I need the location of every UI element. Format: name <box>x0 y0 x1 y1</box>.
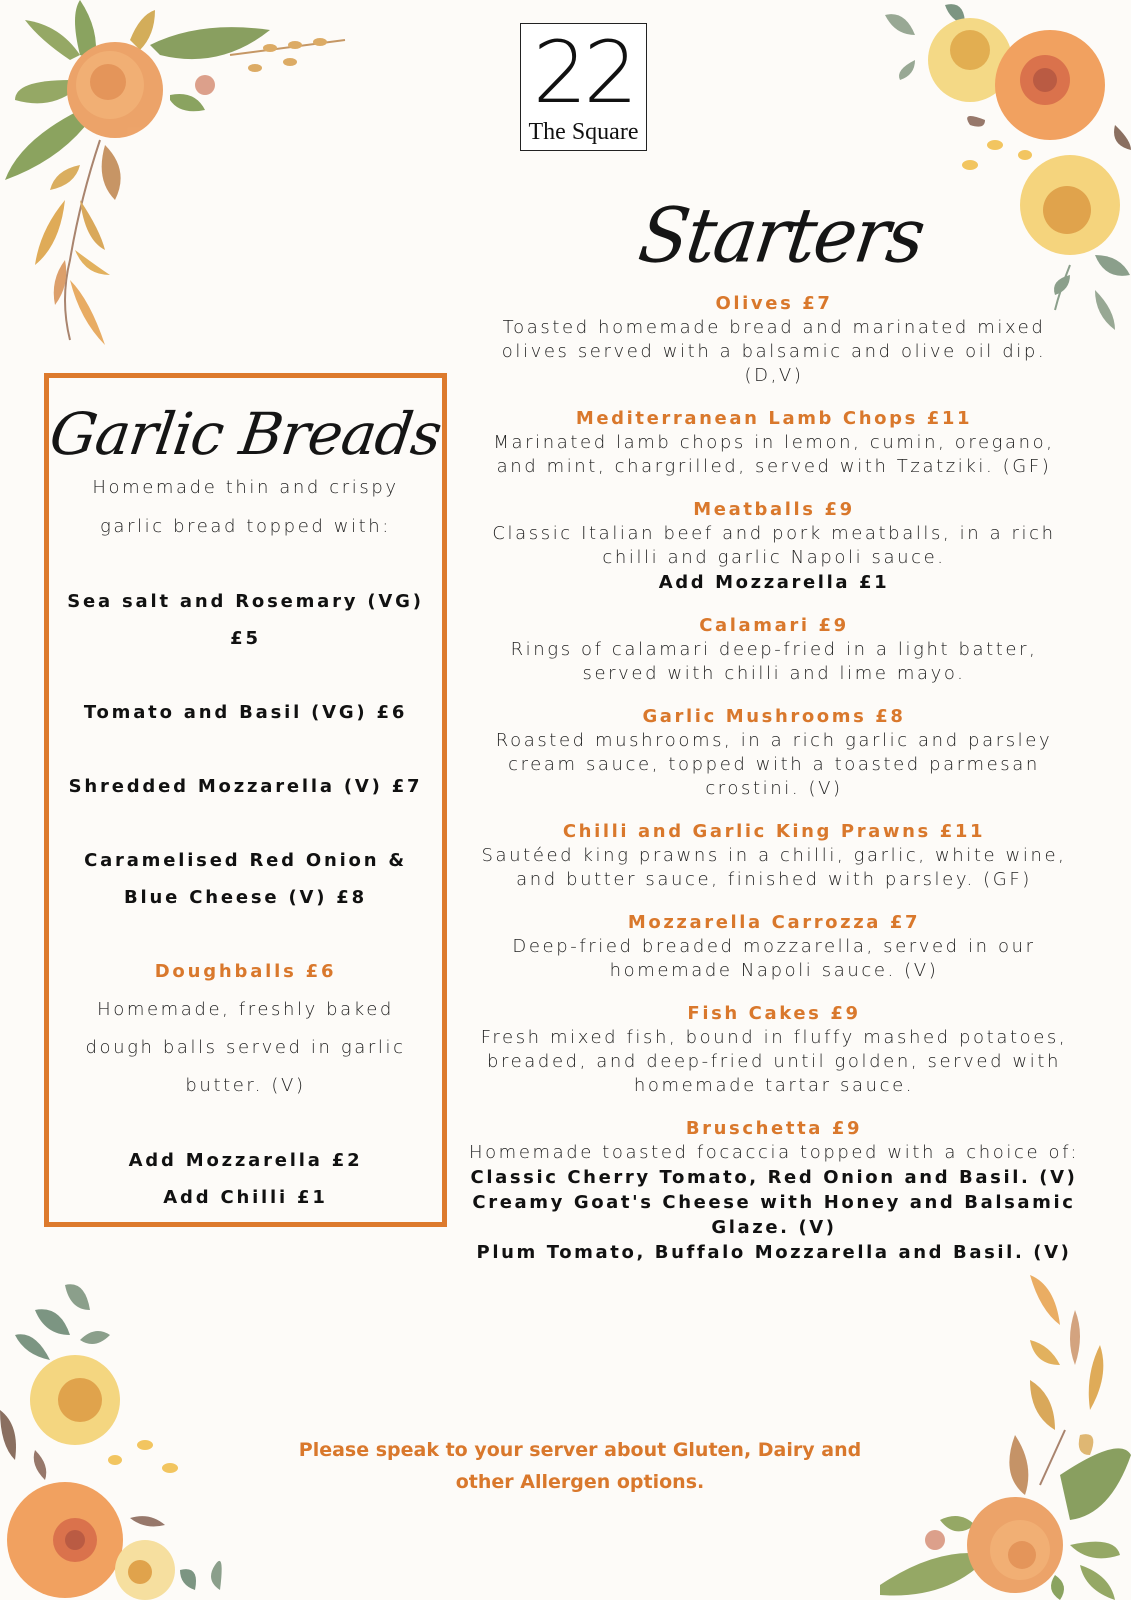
item-title: Garlic Mushrooms £8 <box>642 706 906 727</box>
allergen-notice <box>280 1434 880 1498</box>
item-description: Marinated lamb chops in lemon, cumin, oregano, and mint, chargrilled, served with Tzatziki. (GF) <box>493 432 1055 477</box>
item-title: Calamari £9 <box>699 615 849 636</box>
menu-item-mozzarella-carrozza <box>462 911 1086 983</box>
garlic-bread-option <box>49 842 442 916</box>
option-label: Blue Cheese (V) £8 <box>124 887 367 908</box>
allergen-line: other Allergen options. <box>455 1471 705 1493</box>
option-price: £5 <box>230 628 261 649</box>
doughballs-desc: dough balls served in garlic <box>85 1037 406 1058</box>
item-title: Meatballs £9 <box>693 499 855 520</box>
starters-heading: Starters <box>633 190 929 280</box>
floral-decoration-bottom-right <box>880 1255 1131 1600</box>
intro-line: garlic bread topped with: <box>100 516 391 537</box>
intro-line: Homemade thin and crispy <box>92 477 399 498</box>
menu-item-calamari <box>462 614 1086 686</box>
menu-item-bruschetta <box>462 1117 1086 1265</box>
garlic-bread-option: Tomato and Basil (VG) £6 <box>83 702 408 723</box>
item-title: Olives £7 <box>715 293 833 314</box>
floral-decoration-top-right <box>855 0 1131 340</box>
doughballs-desc: Homemade, freshly baked <box>97 999 394 1020</box>
garlic-bread-option: Shredded Mozzarella (V) £7 <box>68 776 423 797</box>
doughballs-desc: butter. (V) <box>185 1075 306 1096</box>
starters-list <box>462 292 1086 1284</box>
bruschetta-option: Creamy Goat's Cheese with Honey and Balsamic Glaze. (V) <box>472 1192 1076 1238</box>
item-title: Fish Cakes £9 <box>687 1003 861 1024</box>
spacer <box>49 805 442 842</box>
menu-item-lamb-chops <box>462 407 1086 479</box>
item-description: Rings of calamari deep-fried in a light batter, served with chilli and lime mayo. <box>510 639 1038 684</box>
floral-decoration-bottom-left <box>0 1250 260 1600</box>
spacer <box>49 731 442 768</box>
item-title: Bruschetta £9 <box>685 1118 863 1139</box>
garlic-breads-panel <box>44 373 447 1227</box>
spacer <box>49 546 442 583</box>
item-description: Sautéed king prawns in a chilli, garlic, white wine, and butter sauce, finished with parsley. (GF) <box>481 845 1067 890</box>
addon-mozzarella: Add Mozzarella £2 <box>128 1150 363 1171</box>
bruschetta-option: Classic Cherry Tomato, Red Onion and Basil. (V) <box>470 1167 1078 1188</box>
item-description: Roasted mushrooms, in a rich garlic and parsley cream sauce, topped with a toasted parmesan crostini. (V) <box>495 730 1053 799</box>
garlic-bread-option <box>49 583 442 657</box>
menu-item-garlic-mushrooms <box>462 705 1086 801</box>
option-label: Sea salt and Rosemary (VG) <box>67 591 424 612</box>
item-title: Mediterranean Lamb Chops £11 <box>575 408 973 429</box>
doughballs-item <box>49 953 442 1105</box>
option-label: Caramelised Red Onion & <box>84 850 407 871</box>
logo-number: 22 <box>532 23 635 123</box>
restaurant-logo <box>520 23 647 151</box>
menu-item-olives <box>462 292 1086 388</box>
item-description: Classic Italian beef and pork meatballs, in a rich chilli and garlic Napoli sauce. <box>492 523 1056 568</box>
item-addon: Add Mozzarella £1 <box>658 572 890 593</box>
spacer <box>49 657 442 694</box>
item-title: Chilli and Garlic King Prawns £11 <box>562 821 986 842</box>
bruschetta-option: Plum Tomato, Buffalo Mozzarella and Basil. (V) <box>476 1242 1072 1263</box>
menu-item-meatballs <box>462 498 1086 595</box>
menu-item-fish-cakes <box>462 1002 1086 1098</box>
item-description: Fresh mixed fish, bound in fluffy mashed potatoes, breaded, and deep-fried until golden, served with homemade tartar sauce. <box>480 1027 1068 1096</box>
item-title: Mozzarella Carrozza £7 <box>627 912 921 933</box>
addon-chilli: Add Chilli £1 <box>163 1187 328 1208</box>
item-description: Toasted homemade bread and marinated mixed olives served with a balsamic and olive oil dip. (D,V) <box>501 317 1047 386</box>
doughballs-title: Doughballs £6 <box>154 961 337 982</box>
logo-name: The Square <box>528 119 639 145</box>
floral-decoration-top-left <box>0 0 360 350</box>
allergen-line: Please speak to your server about Gluten, Dairy and <box>298 1439 862 1461</box>
item-description: Homemade toasted focaccia topped with a choice of: <box>468 1142 1080 1163</box>
spacer <box>49 1105 442 1142</box>
item-description: Deep-fried breaded mozzarella, served in our homemade Napoli sauce. (V) <box>512 936 1036 981</box>
spacer <box>49 916 442 953</box>
menu-item-king-prawns <box>462 820 1086 892</box>
garlic-breads-intro <box>49 468 442 546</box>
garlic-breads-heading: Garlic Breads <box>45 400 446 468</box>
